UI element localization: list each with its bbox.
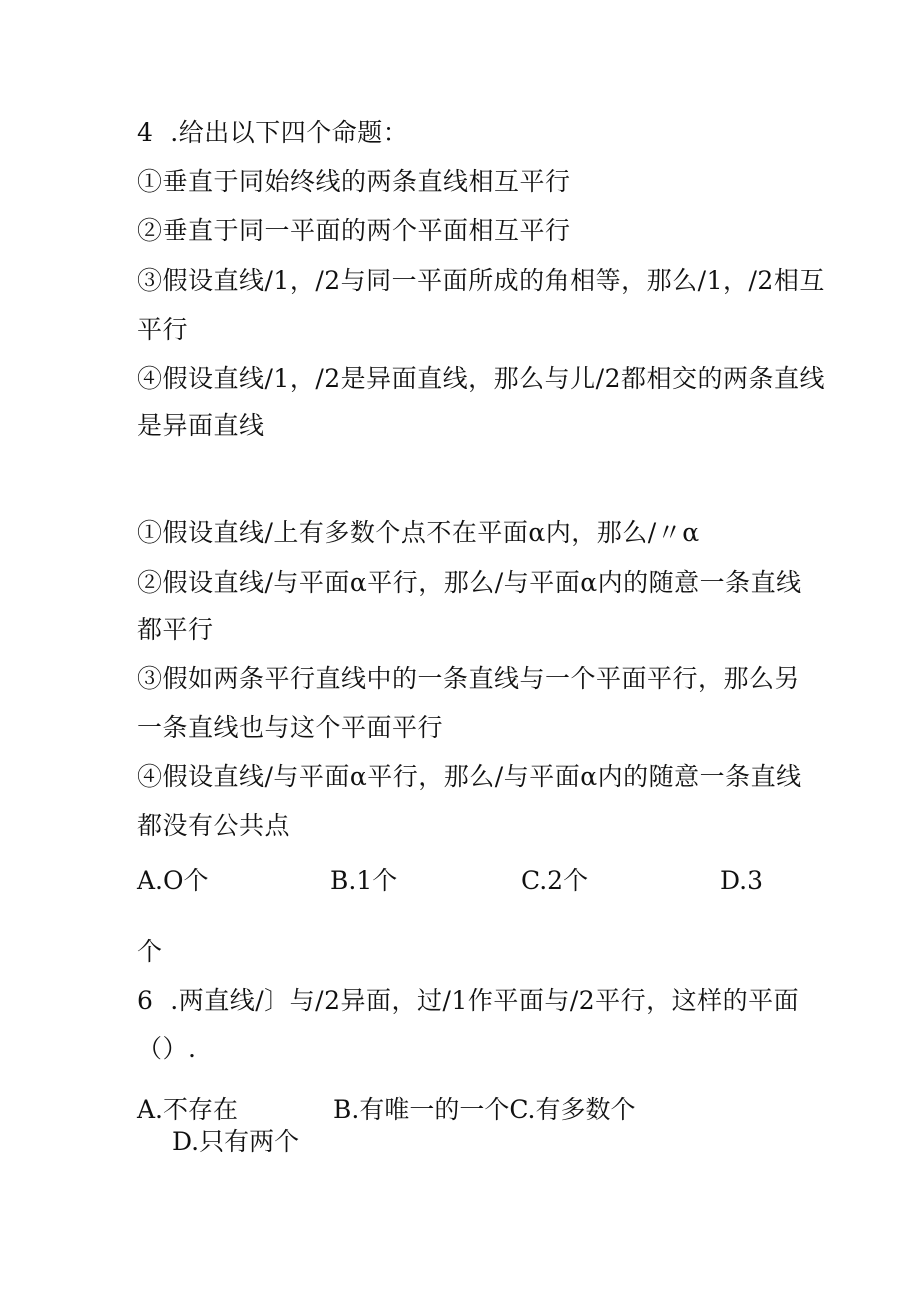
option-d[interactable]: D.3	[720, 866, 764, 895]
proposition-2: ②垂直于同一平面的两个平面相互平行	[137, 216, 571, 245]
option-d-wrap: 个	[137, 937, 163, 966]
option-c[interactable]: C.2个	[521, 866, 589, 895]
statement-4-cont: 都没有公共点	[137, 811, 291, 840]
statement-4: ④假设直线/与平面α平行，那么/与平面α内的随意一条直线	[137, 762, 802, 791]
proposition-4: ④假设直线/1，/2是异面直线，那么与儿/2都相交的两条直线	[137, 364, 825, 393]
option-a[interactable]: A.O个	[137, 866, 209, 895]
statement-1: ①假设直线/上有多数个点不在平面α内，那么/〃α	[137, 518, 700, 547]
proposition-3: ③假设直线/1，/2与同一平面所成的角相等，那么/1，/2相互	[137, 266, 825, 295]
question-6-title: 6 .两直线/〕与/2异面，过/1作平面与/2平行，这样的平面	[137, 986, 800, 1015]
option-d[interactable]: D.只有两个	[172, 1127, 300, 1156]
option-b[interactable]: B.1个	[330, 866, 398, 895]
proposition-1: ①垂直于同始终线的两条直线相互平行	[137, 167, 571, 196]
proposition-4-cont: 是异面直线	[137, 411, 265, 440]
option-b-c[interactable]: B.有唯一的一个C.有多数个	[333, 1095, 636, 1124]
question-6-title-cont: （）.	[137, 1034, 197, 1063]
statement-3: ③假如两条平行直线中的一条直线与一个平面平行，那么另	[137, 664, 801, 693]
question-4-title: 4 .给出以下四个命题：	[137, 118, 409, 147]
proposition-3-cont: 平行	[137, 315, 189, 344]
statement-2: ②假设直线/与平面α平行，那么/与平面α内的随意一条直线	[137, 568, 802, 597]
statement-2-cont: 都平行	[137, 615, 214, 644]
statement-3-cont: 一条直线也与这个平面平行	[137, 713, 444, 742]
option-a[interactable]: A.不存在	[137, 1095, 239, 1124]
